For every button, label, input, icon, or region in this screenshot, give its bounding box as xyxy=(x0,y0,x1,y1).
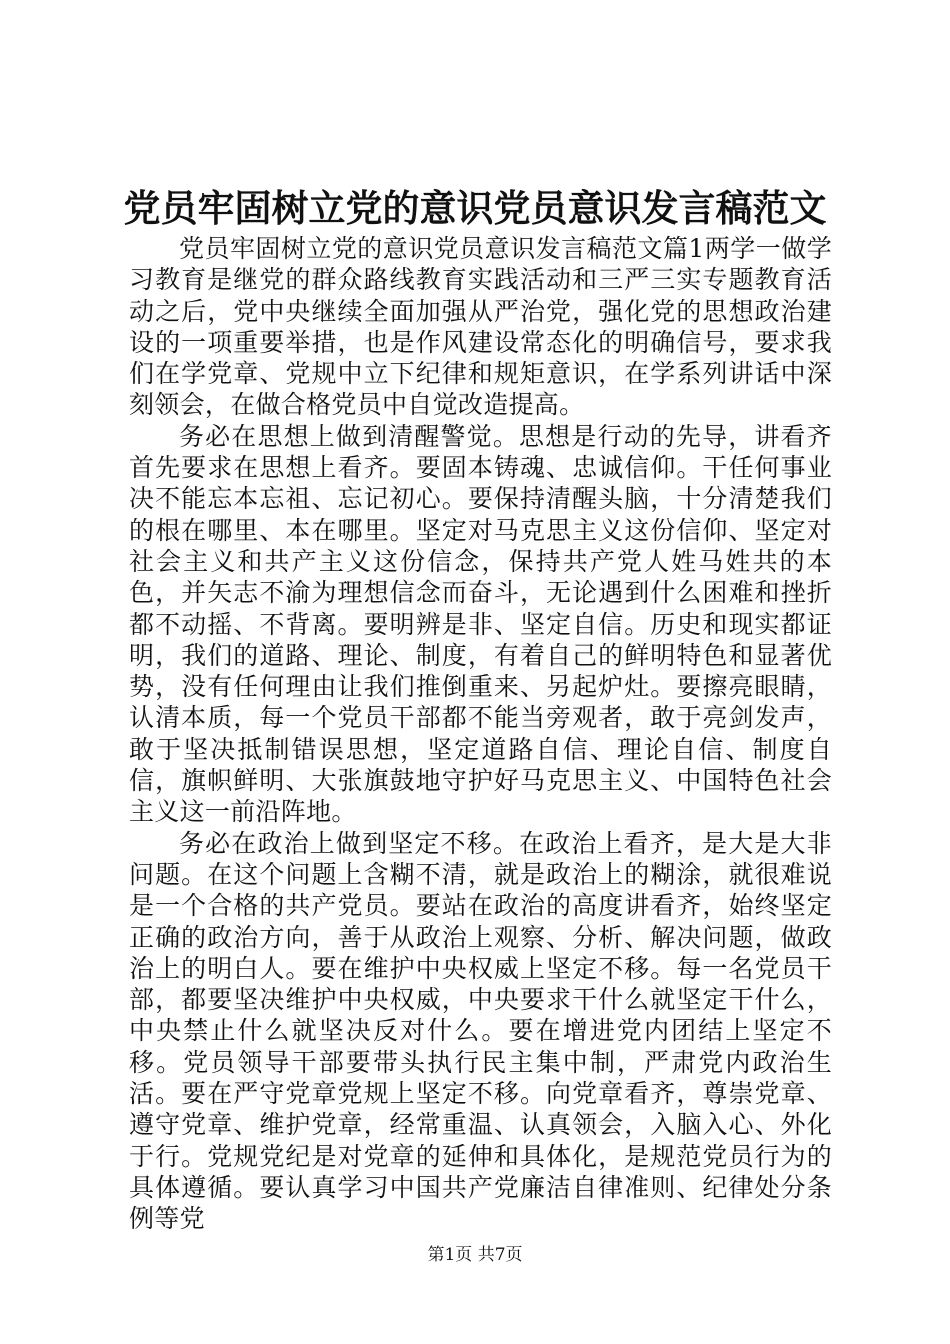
paragraph-1: 党员牢固树立党的意识党员意识发言稿范文篇1两学一做学习教育是继党的群众路线教育实践活动和三严三实专题教育活动之后，党中央继续全面加强从严治党，强化党的思想政治建设的一项重要举措，也是作风建设常态化的明确信号，要求我们在学党章、党规中立下纪律和规矩意识，在学系列讲话中深刻领会，在做合格党员中自觉改造提高。 xyxy=(129,234,832,420)
document-title: 党员牢固树立党的意识党员意识发言稿范文 xyxy=(123,186,827,230)
paragraph-2: 务必在思想上做到清醒警觉。思想是行动的先导，讲看齐首先要求在思想上看齐。要固本铸魂、忠诚信仰。干任何事业决不能忘本忘祖、忘记初心。要保持清醒头脑，十分清楚我们的根在哪里、本在哪里。坚定对马克思主义这份信仰、坚定对社会主义和共产主义这份信念，保持共产党人姓马姓共的本色，并矢志不渝为理想信念而奋斗，无论遇到什么困难和挫折都不动摇、不背离。要明辨是非、坚定自信。历史和现实都证明，我们的道路、理论、制度，有着自己的鲜明特色和显著优势，没有任何理由让我们推倒重来、另起炉灶。要擦亮眼睛，认清本质，每一个党员干部都不能当旁观者，敢于亮剑发声，敢于坚决抵制错误思想，坚定道路自信、理论自信、制度自信，旗帜鲜明、大张旗鼓地守护好马克思主义、中国特色社会主义这一前沿阵地。 xyxy=(129,421,832,827)
page-number-footer: 第1页 共7页 xyxy=(427,1245,523,1265)
paragraph-3: 务必在政治上做到坚定不移。在政治上看齐，是大是大非问题。在这个问题上含糊不清，就是政治上的糊涂，就很难说是一个合格的共产党员。要站在政治的高度讲看齐，始终坚定正确的政治方向，善于从政治上观察、分析、解决问题，做政治上的明白人。要在维护中央权威上坚定不移。每一名党员干部，都要坚决维护中央权威，中央要求干什么就坚定干什么，中央禁止什么就坚决反对什么。要在增进党内团结上坚定不移。党员领导干部要带头执行民主集中制，严肃党内政治生活。要在严守党章党规上坚定不移。向党章看齐，尊崇党章、遵守党章、维护党章，经常重温、认真领会，入脑入心、外化于行。党规党纪是对党章的延伸和具体化，是规范党员行为的具体遵循。要认真学习中国共产党廉洁自律准则、纪律处分条例等党 xyxy=(129,828,832,1234)
document-body xyxy=(129,233,832,1235)
